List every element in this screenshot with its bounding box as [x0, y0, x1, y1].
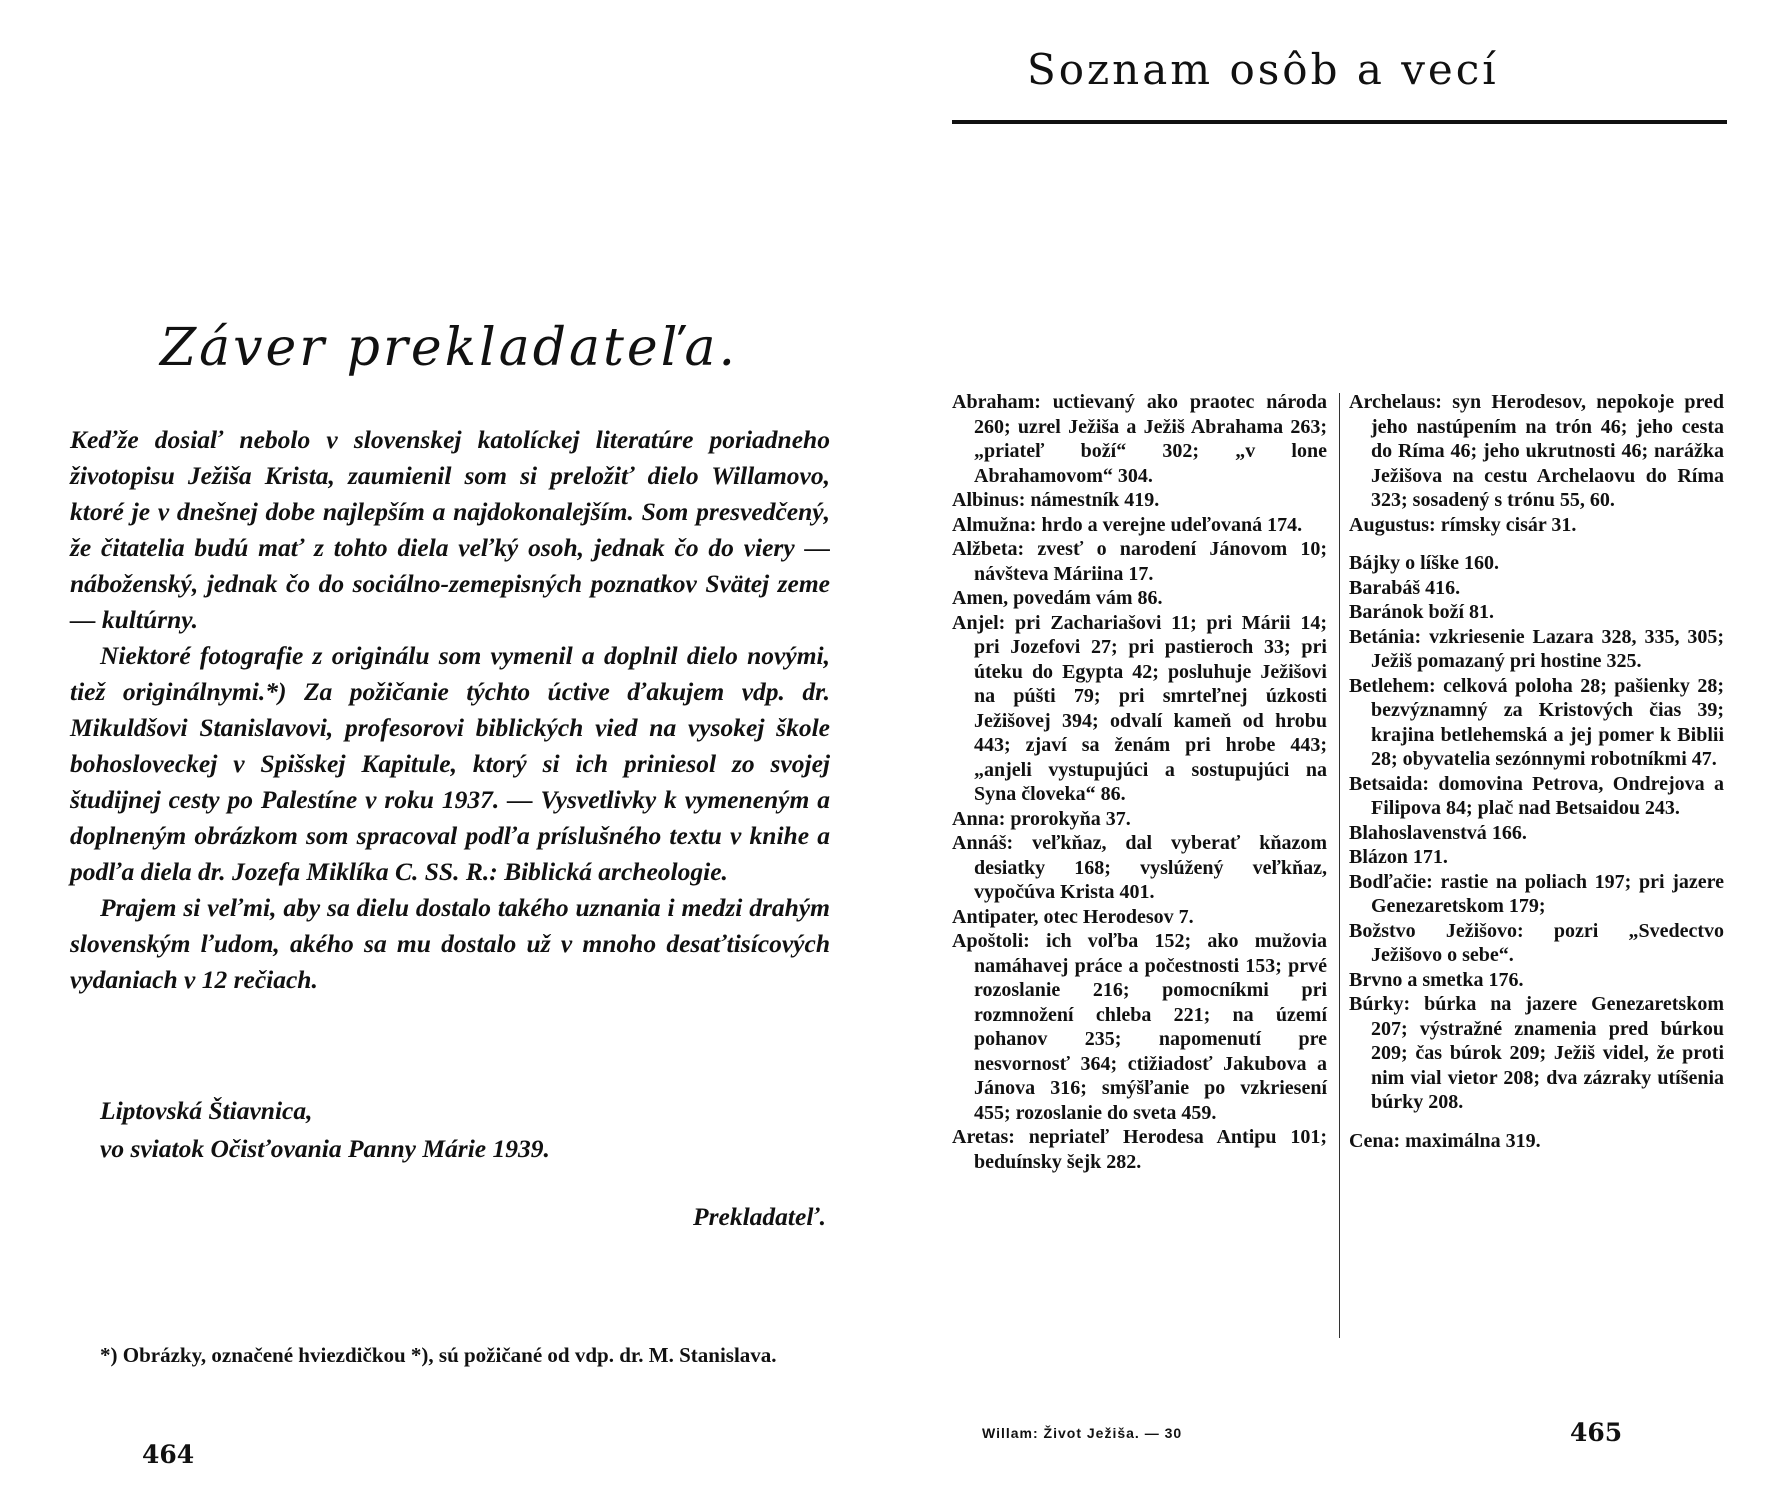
index-term: Annáš: — [952, 832, 1014, 854]
index-term: Archelaus: — [1349, 391, 1442, 413]
index-term: Brvno — [1349, 968, 1403, 991]
index-references: rastie na poliach 197; pri jazere Genezaretskom 179; — [1371, 870, 1724, 917]
index-entry — [1349, 551, 1724, 576]
page-number-left: 464 — [142, 1440, 195, 1469]
index-references: 416. — [1420, 576, 1461, 599]
footnote: *) Obrázky, označené hviezdičkou *), sú požičané od vdp. dr. M. Stanislava. — [100, 1343, 777, 1367]
index-references: prorokyňa 37. — [1005, 807, 1131, 830]
index-entry — [952, 611, 1327, 807]
index-references: otec Herodesov 7. — [1038, 905, 1194, 928]
index-entry — [1349, 625, 1724, 674]
index-term: Baránok — [1349, 601, 1424, 623]
index-entry — [1349, 674, 1724, 772]
index-term: Búrky: — [1349, 993, 1411, 1015]
index-term: Betlehem: — [1349, 674, 1436, 697]
index-entry — [952, 390, 1327, 488]
index-term: Cena: — [1349, 1129, 1401, 1152]
index-references: povedám vám 86. — [1008, 587, 1163, 609]
index-entry — [1349, 600, 1724, 625]
column-divider — [1339, 393, 1340, 1338]
index-references: boží 81. — [1423, 601, 1495, 623]
index-references: pri Zachariašovi 11; pri Márii 14; pri Jozefovi 27; pri pastieroch 33; pri úteku do Egypta 42; posluhuje Ježišovi na púšti 79; pri smrteľnej úzkosti Ježišovej 394; odvalí kameň od hrobu 443; zjaví sa ženám pri hrobe 443; „anjeli vystupujúci a sostupujúci na Syna človeka“ 86. — [974, 611, 1327, 805]
index-term: Blázon — [1349, 846, 1408, 868]
index-references: zvesť o narodení Jánovom 10; návšteva Máriina 17. — [974, 538, 1327, 585]
index-term: Anjel: — [952, 611, 1006, 634]
index-entry — [952, 807, 1327, 832]
index-term: Blahoslavenstvá — [1349, 821, 1487, 844]
index-term: Božstvo Ježišovo: — [1349, 919, 1524, 942]
index-entry — [952, 586, 1327, 611]
chapter-title: Záver prekladateľa. — [160, 318, 739, 378]
index-references: búrka na jazere Genezaretskom 207; výstražné znamenia pred búrkou 209; čas búrok 209; Ježiš videl, že proti nim vial vietor 208; dva zázraky utíšenia búrky 208. — [1371, 993, 1724, 1113]
index-entry — [1349, 968, 1724, 993]
index-entry — [1349, 390, 1724, 513]
index-references: hrdo a verejne udeľovaná 174. — [1036, 513, 1303, 536]
index-entry — [1349, 845, 1724, 870]
place-line: Liptovská Štiavnica, — [100, 1096, 313, 1125]
index-references: syn Herodesov, nepokoje pred jeho nastúpením na trón 46; jeho cesta do Ríma 46; jeho ukrutnosti 46; narážka Ježišova na cestu Archelaovu do Ríma 323; sosadený s trónu 55, 60. — [1371, 391, 1724, 511]
index-term: Alžbeta: — [952, 538, 1025, 560]
translator-signature: Prekladateľ. — [693, 1202, 826, 1231]
running-footer: Willam: Život Ježiša. — 30 — [982, 1425, 1183, 1441]
index-entry — [1349, 992, 1724, 1115]
title-rule — [952, 120, 1727, 124]
translator-afterword-text — [70, 422, 830, 998]
index-term: Apoštoli: — [952, 930, 1030, 952]
index-entry — [1349, 919, 1724, 968]
index-references: vzkriesenie Lazara 328, 335, 305; Ježiš pomazaný pri hostine 325. — [1371, 625, 1724, 672]
page-number-right: 465 — [1570, 1418, 1623, 1447]
index-term: Bájky — [1349, 552, 1401, 574]
index-entry — [952, 488, 1327, 513]
right-page — [892, 0, 1784, 1500]
index-entry — [1349, 772, 1724, 821]
index-references: ich voľba 152; ako mužovia namáhavej práce a počestnosti 153; prvé rozoslanie 216; pomocníkmi pri rozmnožení chleba 221; na území pohanov 235; napomenutí pre nesvornosť 364; ctižiadosť Jakubova a Jánova 316; smýšľanie po vzkriesení 455; rozoslanie do sveta 459. — [974, 930, 1327, 1124]
paragraph: Niektoré fotografie z originálu som vymenil a doplnil dielo novými, tiež originálnymi.*) Za požičanie týchto úctive ďakujem vdp. dr. Mikuldšovi Stanislavovi, profesorovi biblických vied na vysokej škole bohosloveckej v Spišskej Kapitule, ktorý si ich priniesol zo svojej študijnej cesty po Palestíne v roku 1937. — Vysvetlivky k vymeneným a doplneným obrázkom som spracoval podľa príslušného textu v knihe a podľa diela dr. Jozefa Miklíka C. SS. R.: Biblická archeologie. — [70, 641, 830, 886]
index-references: 166. — [1486, 821, 1527, 844]
index-term: Betsaida: — [1349, 772, 1429, 795]
index-references: rímsky cisár 31. — [1435, 513, 1577, 536]
index-references: veľkňaz, dal vyberať kňazom desiatky 168; vyslúžený veľkňaz, vypočúva Krista 401. — [974, 832, 1327, 903]
index-term: Anna: — [952, 807, 1006, 830]
paragraph: Prajem si veľmi, aby sa dielu dostalo takého uznania i medzi drahým slovenským ľudom, akého sa mu dostalo už v mnoho desaťtisícových vydaniach v 12 rečiach. — [70, 893, 830, 994]
index-entry — [952, 929, 1327, 1125]
index-references: o líške 160. — [1400, 552, 1500, 574]
index-entry — [952, 831, 1327, 905]
index-references: domovina Petrova, Ondrejova a Filipova 84; plač nad Betsaidou 243. — [1371, 772, 1724, 819]
index-entry — [1349, 513, 1724, 538]
index-entry — [1349, 821, 1724, 846]
index-column-1 — [952, 390, 1327, 1174]
index-term: Amen, — [952, 587, 1009, 609]
index-term: Betánia: — [1349, 625, 1422, 648]
place-date-block — [100, 1092, 550, 1168]
index-entry — [952, 1125, 1327, 1174]
index-references: nepriateľ Herodesa Antipu 101; beduínsky šejk 282. — [974, 1126, 1327, 1173]
index-entry — [1349, 576, 1724, 601]
index-entry — [952, 905, 1327, 930]
index-references: pozri „Svedectvo Ježišovo o sebe“. — [1371, 919, 1724, 966]
index-term: Abraham: — [952, 391, 1041, 413]
index-references: 171. — [1407, 846, 1448, 868]
index-references: uctievaný ako praotec národa 260; uzrel Ježiša a Ježiš Abrahama 263; „priateľ boží“ 302; „v lone Abrahamovom“ 304. — [974, 391, 1327, 487]
index-entry — [1349, 1129, 1724, 1154]
index-references: námestník 419. — [1025, 489, 1160, 511]
index-term: Antipater, — [952, 905, 1039, 928]
index-term: Almužna: — [952, 513, 1037, 536]
index-term: Barabáš — [1349, 576, 1421, 599]
index-column-2 — [1349, 390, 1724, 1153]
index-references: a smetka 176. — [1402, 968, 1524, 991]
index-references: maximálna 319. — [1400, 1129, 1541, 1152]
index-title: Soznam osôb a vecí — [1027, 45, 1499, 94]
index-term: Augustus: — [1349, 513, 1436, 536]
date-line: vo sviatok Očisťovania Panny Márie 1939. — [100, 1134, 550, 1163]
index-term: Bodľačie: — [1349, 870, 1433, 893]
index-references: celková poloha 28; pašienky 28; bezvýznamný za Kristových čias 39; krajina betlehemská a jej pomer k Biblii 28; obyvatelia sezónnymi robotníkmi 47. — [1371, 674, 1724, 770]
index-term: Albinus: — [952, 489, 1026, 511]
index-entry — [952, 537, 1327, 586]
index-entry — [1349, 870, 1724, 919]
index-term: Aretas: — [952, 1126, 1015, 1148]
paragraph: Keďže dosiaľ nebolo v slovenskej katolíckej literatúre poriadneho životopisu Ježiša Krista, zaumienil som si preložiť dielo Willamovo, ktoré je v dnešnej dobe najlepším a najdokonalejším. Som presvedčený, že čitatelia budú mať z tohto diela veľký osoh, jednak čo do viery — náboženský, jednak čo do sociálno-zemepisných poznatkov Svätej zeme — kultúrny. — [70, 425, 830, 634]
index-entry — [952, 513, 1327, 538]
